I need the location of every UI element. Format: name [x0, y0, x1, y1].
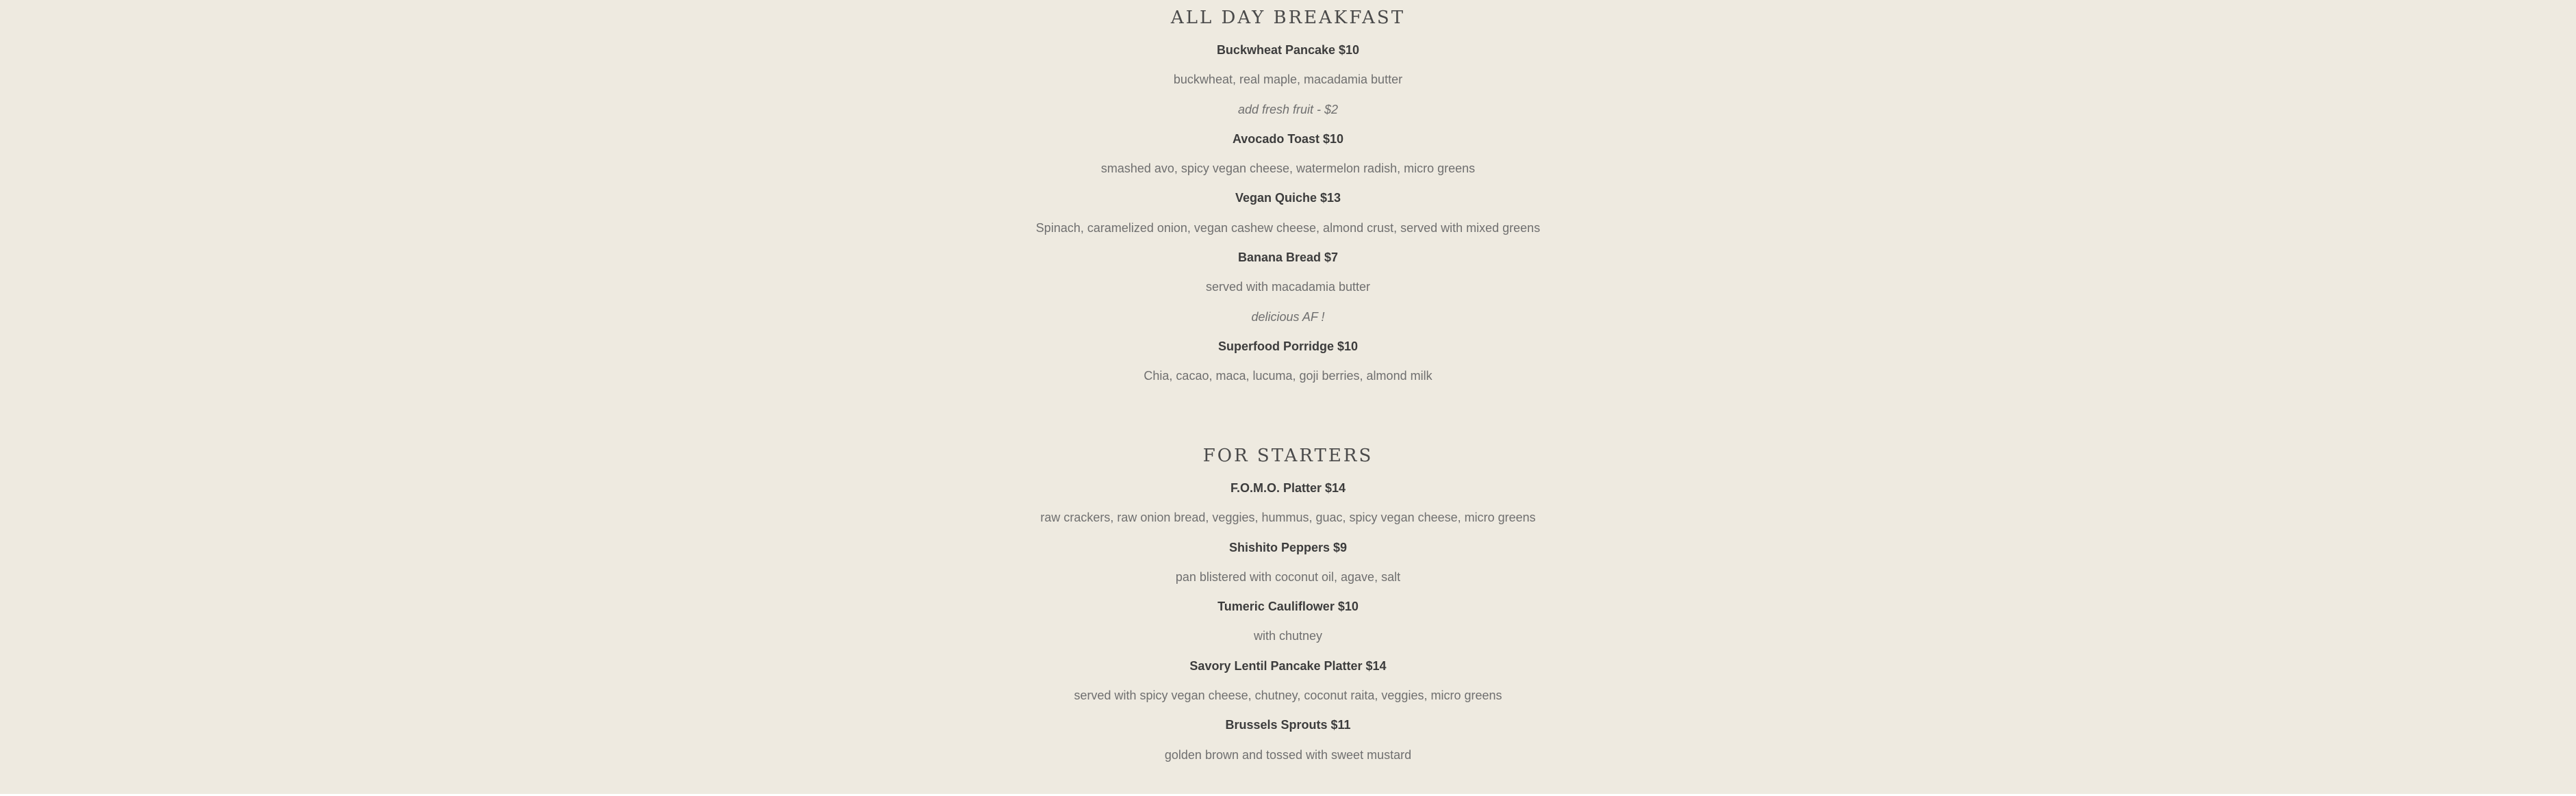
- menu-item-list: [0, 36, 2576, 391]
- menu-item-description: with chutney: [1253, 629, 1323, 643]
- menu-item-name: Superfood Porridge $10: [1217, 339, 1359, 353]
- menu-item-description: Spinach, caramelized onion, vegan cashew cheese, almond crust, served with mixed greens: [1035, 220, 1541, 235]
- section-for-starters: [0, 438, 2576, 770]
- menu-item-name: Banana Bread $7: [1237, 251, 1339, 265]
- menu-item-name: Buckwheat Pancake $10: [1216, 43, 1360, 57]
- menu-item-name: Tumeric Cauliflower $10: [1217, 600, 1359, 614]
- menu-item-name: Vegan Quiche $13: [1235, 191, 1341, 205]
- menu-item-note: delicious AF !: [1251, 309, 1325, 324]
- menu-item-description: raw crackers, raw onion bread, veggies, hummus, guac, spicy vegan cheese, micro greens: [1040, 511, 1536, 525]
- menu-item-description: smashed avo, spicy vegan cheese, watermelon radish, micro greens: [1100, 162, 1476, 176]
- menu-item-name: Savory Lentil Pancake Platter $14: [1189, 658, 1387, 673]
- menu-item-note: add fresh fruit - $2: [1237, 102, 1339, 116]
- menu-item-description: golden brown and tossed with sweet mustard: [1164, 747, 1412, 762]
- menu-item-description: pan blistered with coconut oil, agave, salt: [1175, 569, 1401, 584]
- menu-item-description: buckwheat, real maple, macadamia butter: [1173, 73, 1403, 87]
- section-title: FOR STARTERS: [1202, 446, 1374, 466]
- menu-item-name: Avocado Toast $10: [1232, 131, 1344, 146]
- menu-item-name: Brussels Sprouts $11: [1225, 718, 1351, 732]
- section-all-day-breakfast: [0, 0, 2576, 391]
- menu-item-description: served with macadamia butter: [1205, 280, 1371, 294]
- section-title: ALL DAY BREAKFAST: [1170, 8, 1406, 28]
- menu-item-list: [0, 474, 2576, 770]
- menu-item-description: served with spicy vegan cheese, chutney, coconut raita, veggies, micro greens: [1074, 689, 1502, 703]
- menu-item-name: F.O.M.O. Platter $14: [1230, 481, 1346, 495]
- menu-item-description: Chia, cacao, maca, lucuma, goji berries, almond milk: [1144, 369, 1432, 383]
- menu-item-name: Shishito Peppers $9: [1228, 540, 1348, 554]
